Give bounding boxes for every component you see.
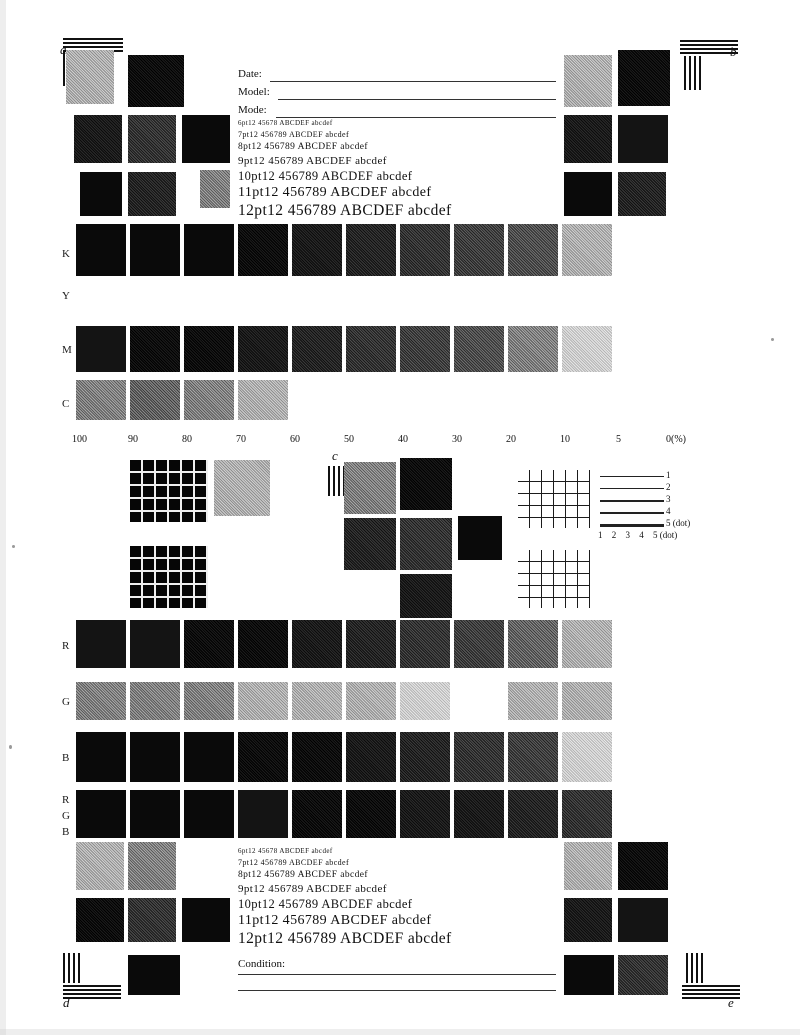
patch-m-20 <box>508 326 558 372</box>
patch-rgb-10 <box>562 790 612 838</box>
patch-bottom-right-1 <box>564 842 612 890</box>
channel-label-k: K <box>62 248 70 260</box>
type-line-bottom-7pt: 7pt12 456789 ABCDEF abcdef <box>238 858 350 867</box>
patch-center-6 <box>400 574 452 618</box>
registration-bars-mid-c <box>328 466 345 496</box>
patch-r-50 <box>346 620 396 668</box>
tint-step-0: 0(%) <box>666 434 686 445</box>
patch-top-left-2 <box>128 55 184 107</box>
patch-top-right-3 <box>564 115 612 163</box>
dot-ruler-line-2 <box>600 488 664 489</box>
patch-m-50 <box>346 326 396 372</box>
patch-b-70 <box>238 732 288 782</box>
patch-b-50 <box>346 732 396 782</box>
patch-r-10 <box>562 620 612 668</box>
type-line-bottom-12pt: 12pt12 456789 ABCDEF abcdef <box>238 930 452 947</box>
patch-center-1 <box>344 462 396 514</box>
type-line-8pt: 8pt12 456789 ABCDEF abcdef <box>238 142 368 152</box>
resolution-grid-white-1 <box>130 460 208 522</box>
patch-rgb-100 <box>76 790 126 838</box>
scan-speck-2 <box>12 545 15 548</box>
patch-b-60 <box>292 732 342 782</box>
resolution-grid-white-2 <box>130 546 208 608</box>
registration-bars-bottom-left <box>63 985 121 1001</box>
type-line-bottom-6pt: 6pt12 45678 ABCDEF abcdef <box>238 847 333 855</box>
tint-step-5: 5 <box>616 434 621 445</box>
form-field-condition[interactable] <box>238 958 556 970</box>
dot-ruler-line-3 <box>600 500 664 502</box>
patch-k-100 <box>76 224 126 276</box>
patch-rgb-20 <box>508 790 558 838</box>
channel-label-rgb-g: G <box>62 810 70 822</box>
patch-b-30 <box>454 732 504 782</box>
patch-center-3 <box>344 518 396 570</box>
tint-step-90: 90 <box>128 434 138 445</box>
tint-step-100: 100 <box>72 434 87 445</box>
patch-center-5 <box>458 516 502 560</box>
patch-bottom-left-4 <box>128 898 176 942</box>
type-line-bottom-10pt: 10pt12 456789 ABCDEF abcdef <box>238 897 413 911</box>
form-rule-condition-2 <box>238 990 556 991</box>
dot-ruler-label-4: 4 <box>666 506 671 516</box>
patch-b-20 <box>508 732 558 782</box>
resolution-grid-black-1 <box>518 470 590 528</box>
tint-step-20: 20 <box>506 434 516 445</box>
patch-c-80 <box>184 380 234 420</box>
tint-step-10: 10 <box>560 434 570 445</box>
channel-label-c: C <box>62 398 70 410</box>
patch-rgb-50 <box>346 790 396 838</box>
patch-rgb-30 <box>454 790 504 838</box>
patch-g-100 <box>76 682 126 720</box>
patch-top-right-5 <box>564 172 612 216</box>
patch-y-100 <box>76 282 126 316</box>
type-line-6pt: 6pt12 45678 ABCDEF abcdef <box>238 119 333 127</box>
registration-bars-vertical-bottom-left <box>63 953 80 983</box>
patch-k-90 <box>130 224 180 276</box>
form-field-date[interactable] <box>238 68 556 80</box>
type-ladder-bottom <box>238 846 452 948</box>
patch-rgb-90 <box>130 790 180 838</box>
type-line-bottom-11pt: 11pt12 456789 ABCDEF abcdef <box>238 913 432 928</box>
channel-label-y: Y <box>62 290 70 302</box>
patch-top-left-3 <box>74 115 122 163</box>
patch-bottom-left-1 <box>76 842 124 890</box>
patch-b-80 <box>184 732 234 782</box>
patch-center-2 <box>400 458 452 510</box>
patch-top-right-2 <box>618 50 670 106</box>
patch-r-40 <box>400 620 450 668</box>
channel-label-r: R <box>62 640 70 652</box>
type-line-7pt: 7pt12 456789 ABCDEF abcdef <box>238 130 350 139</box>
patch-top-right-4 <box>618 115 668 163</box>
scan-speck-3 <box>9 745 12 749</box>
patch-top-left-7 <box>128 172 176 216</box>
patch-r-100 <box>76 620 126 668</box>
patch-top-left-4 <box>128 115 176 163</box>
form-field-mode[interactable] <box>238 104 556 116</box>
registration-bars-vertical-bottom-right <box>686 953 703 983</box>
patch-r-60 <box>292 620 342 668</box>
patch-y-50 <box>346 282 396 316</box>
patch-m-40 <box>400 326 450 372</box>
patch-k-60 <box>292 224 342 276</box>
patch-g-30 <box>508 682 558 720</box>
channel-label-rgb-r: R <box>62 794 70 806</box>
dot-col-2: 2 <box>611 530 617 540</box>
patch-g-50 <box>346 682 396 720</box>
patch-g-40 <box>400 682 450 720</box>
patch-g-60 <box>292 682 342 720</box>
patch-r-70 <box>238 620 288 668</box>
scan-edge-shade-left <box>0 0 6 1035</box>
patch-rgb-40 <box>400 790 450 838</box>
form-label-mode: Mode: <box>238 104 267 116</box>
channel-label-g: G <box>62 696 70 708</box>
dot-ruler-line-5 <box>600 524 664 527</box>
patch-m-30 <box>454 326 504 372</box>
patch-g-90 <box>130 682 180 720</box>
tint-step-70: 70 <box>236 434 246 445</box>
patch-top-left-5 <box>182 115 230 163</box>
scan-edge-shade-bottom <box>0 1029 800 1035</box>
tint-step-50: 50 <box>344 434 354 445</box>
corner-mark-d: d <box>63 995 70 1010</box>
patch-bottom-left-6 <box>128 955 180 995</box>
patch-rgb-60 <box>292 790 342 838</box>
tint-step-60: 60 <box>290 434 300 445</box>
patch-bottom-left-3 <box>76 898 124 942</box>
patch-b-40 <box>400 732 450 782</box>
corner-mark-a: a <box>60 42 67 57</box>
patch-c-100 <box>76 380 126 420</box>
tint-step-30: 30 <box>452 434 462 445</box>
resolution-grid-black-2 <box>518 550 590 608</box>
patch-m-60 <box>292 326 342 372</box>
type-ladder-top <box>238 118 452 220</box>
patch-k-70 <box>238 224 288 276</box>
dot-ruler-label-1: 1 <box>666 470 671 480</box>
patch-b-10 <box>562 732 612 782</box>
corner-mark-b: b <box>730 44 737 59</box>
patch-m-70 <box>238 326 288 372</box>
dot-ruler-columns <box>598 530 677 540</box>
patch-center-4 <box>400 518 452 570</box>
registration-bars-vertical-top-right <box>684 56 701 90</box>
patch-rgb-70 <box>238 790 288 838</box>
type-line-9pt: 9pt12 456789 ABCDEF abcdef <box>238 155 387 167</box>
patch-m-10 <box>562 326 612 372</box>
patch-bottom-right-2 <box>618 842 668 890</box>
patch-bottom-right-3 <box>564 898 612 942</box>
channel-label-rgb-b: B <box>62 826 70 838</box>
patch-m-100 <box>76 326 126 372</box>
channel-label-b: B <box>62 752 70 764</box>
type-line-bottom-8pt: 8pt12 456789 ABCDEF abcdef <box>238 870 368 880</box>
form-rule-date <box>270 81 556 82</box>
patch-k-80 <box>184 224 234 276</box>
dot-ruler-line-4 <box>600 512 664 514</box>
corner-mark-e: e <box>728 995 734 1010</box>
type-line-bottom-9pt: 9pt12 456789 ABCDEF abcdef <box>238 883 387 895</box>
patch-m-80 <box>184 326 234 372</box>
type-line-11pt: 11pt12 456789 ABCDEF abcdef <box>238 185 432 200</box>
patch-rgb-80 <box>184 790 234 838</box>
form-label-condition: Condition: <box>238 958 286 970</box>
patch-k-50 <box>346 224 396 276</box>
patch-k-40 <box>400 224 450 276</box>
patch-bottom-right-4 <box>618 898 668 942</box>
dot-ruler-label-3: 3 <box>666 494 671 504</box>
patch-k-20 <box>508 224 558 276</box>
form-label-model: Model: <box>238 86 270 98</box>
dot-ruler-line-1 <box>600 476 664 477</box>
patch-grid-right-light <box>214 460 270 516</box>
tint-step-80: 80 <box>182 434 192 445</box>
type-line-10pt: 10pt12 456789 ABCDEF abcdef <box>238 169 413 183</box>
patch-c-90 <box>130 380 180 420</box>
form-label-date: Date: <box>238 68 262 80</box>
patch-bottom-right-6 <box>618 955 668 995</box>
tint-scale-row <box>70 434 730 448</box>
dot-ruler-label-5: 5 (dot) <box>666 518 691 528</box>
patch-m-90 <box>130 326 180 372</box>
patch-r-90 <box>130 620 180 668</box>
patch-g-80 <box>184 682 234 720</box>
type-line-12pt: 12pt12 456789 ABCDEF abcdef <box>238 202 452 219</box>
patch-bottom-left-5 <box>182 898 230 942</box>
patch-b-90 <box>130 732 180 782</box>
patch-k-30 <box>454 224 504 276</box>
dot-col-4: 4 <box>639 530 644 540</box>
patch-g-20 <box>562 682 612 720</box>
patch-r-30 <box>454 620 504 668</box>
channel-label-m: M <box>62 344 72 356</box>
patch-top-right-1 <box>564 55 612 107</box>
patch-top-left-1 <box>66 50 114 104</box>
patch-c-70 <box>238 380 288 420</box>
patch-k-10 <box>562 224 612 276</box>
form-rule-model <box>278 99 556 100</box>
form-rule-condition-1 <box>238 974 556 975</box>
corner-mark-c: c <box>332 448 338 463</box>
patch-r-80 <box>184 620 234 668</box>
tint-step-40: 40 <box>398 434 408 445</box>
dot-col-1: 1 <box>598 530 603 540</box>
patch-b-100 <box>76 732 126 782</box>
patch-r-20 <box>508 620 558 668</box>
form-field-model[interactable] <box>238 86 556 98</box>
dot-col-5: 5 (dot) <box>653 530 678 540</box>
patch-top-left-8 <box>200 170 230 208</box>
patch-bottom-right-5 <box>564 955 614 995</box>
patch-top-right-6 <box>618 172 666 216</box>
dot-ruler-label-2: 2 <box>666 482 671 492</box>
patch-top-left-6 <box>80 172 122 216</box>
patch-g-70 <box>238 682 288 720</box>
scan-speck-1 <box>771 338 774 341</box>
patch-bottom-left-2 <box>128 842 176 890</box>
dot-col-3: 3 <box>625 530 630 540</box>
